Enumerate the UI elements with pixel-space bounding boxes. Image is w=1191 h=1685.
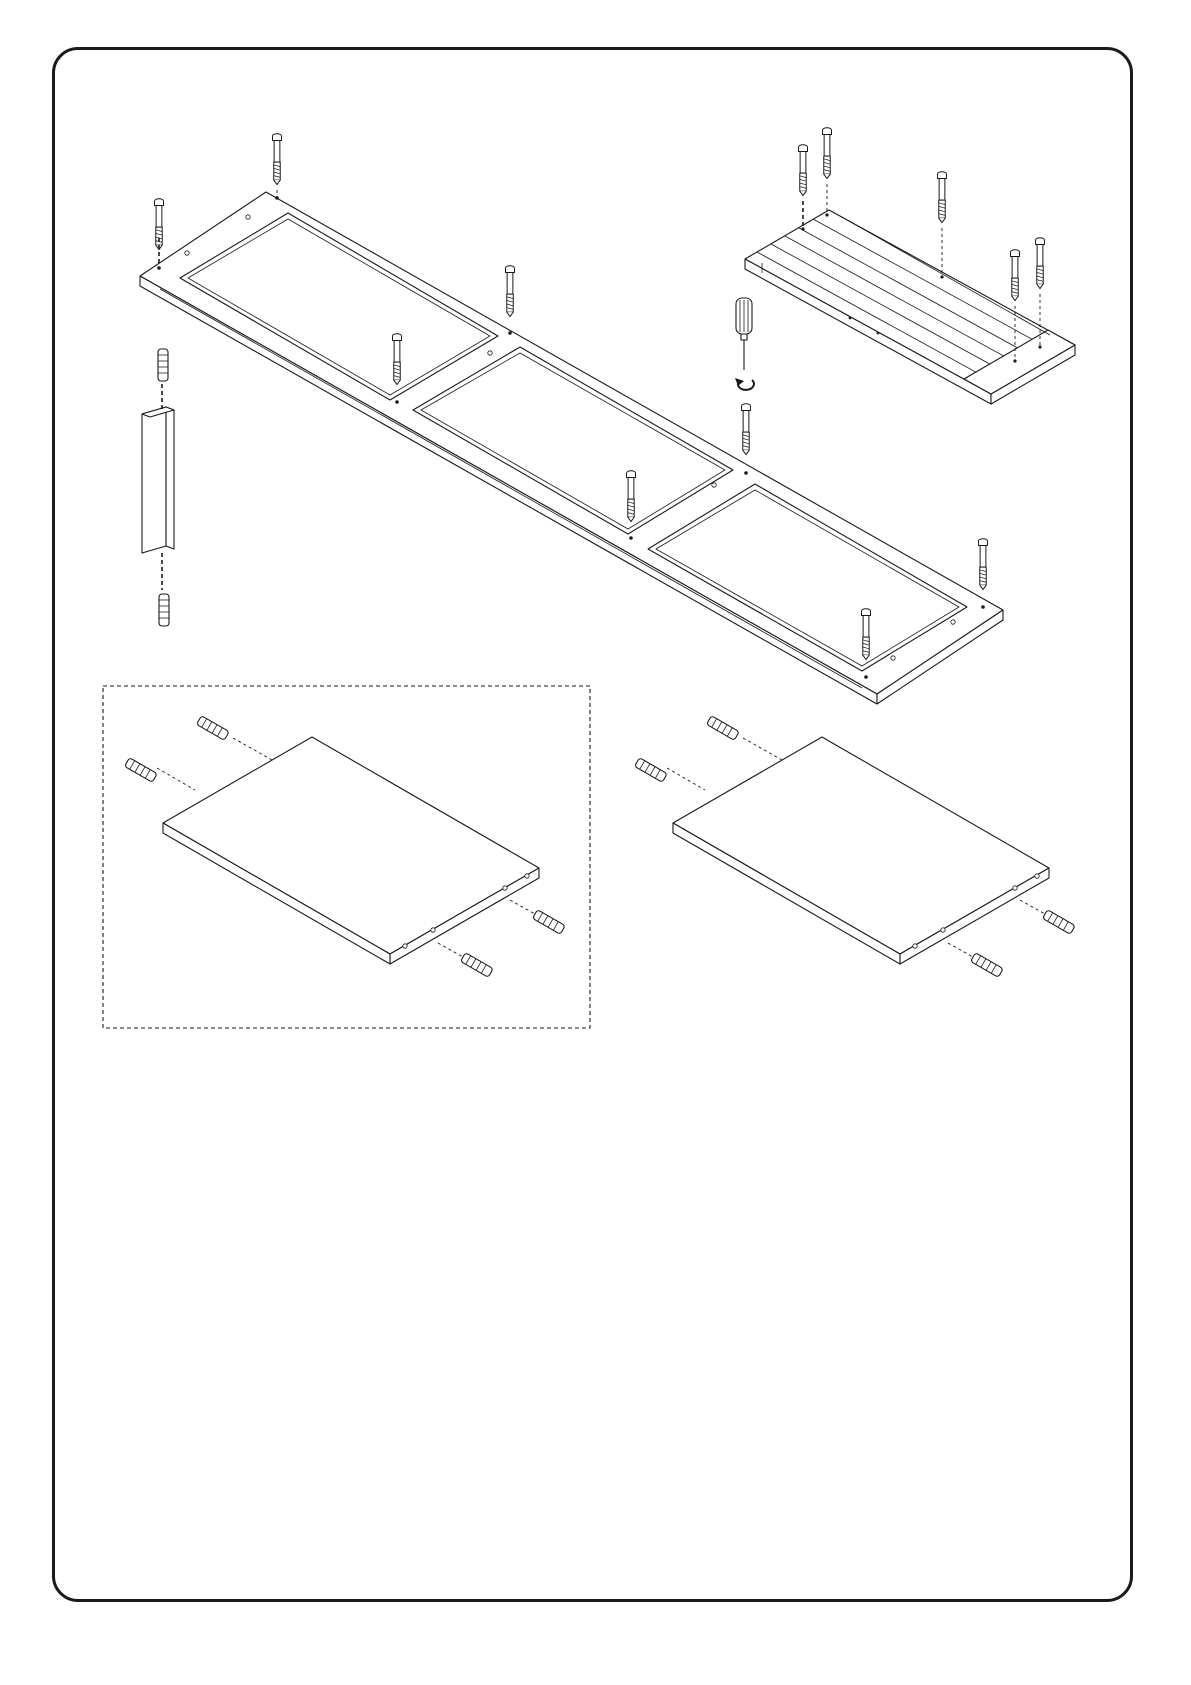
leg-post xyxy=(142,349,174,626)
wood-dowel-icon xyxy=(197,716,230,741)
wood-dowel-icon xyxy=(533,910,566,935)
cam-bolt-icon xyxy=(155,199,164,266)
wood-dowel-icon xyxy=(158,349,168,381)
rotate-clockwise-icon xyxy=(735,378,754,390)
wood-dowel-icon xyxy=(635,758,668,783)
cam-bolt-icon xyxy=(627,471,636,522)
screwdriver-icon xyxy=(736,298,752,370)
wood-dowel-icon xyxy=(159,594,169,626)
cam-bolt-icon xyxy=(979,539,988,590)
wood-dowel-icon xyxy=(1043,910,1076,935)
cam-bolt-icon xyxy=(506,266,515,317)
cam-bolt-icon xyxy=(823,128,832,213)
cam-bolt-icon xyxy=(938,172,947,275)
wood-dowel-icon xyxy=(461,953,494,978)
wood-dowel-icon xyxy=(125,758,158,783)
shelf-board xyxy=(635,716,1076,978)
cam-bolt-icon xyxy=(799,145,808,227)
cam-bolt-icon xyxy=(393,334,402,385)
wood-dowel-icon xyxy=(707,716,740,741)
shelf-board-detail xyxy=(125,716,566,978)
cam-bolt-icon xyxy=(742,404,751,455)
cam-bolt-icon xyxy=(273,134,282,197)
wood-dowel-icon xyxy=(971,953,1004,978)
shelf-rail xyxy=(745,210,1075,404)
cam-bolt-icon xyxy=(862,609,871,660)
